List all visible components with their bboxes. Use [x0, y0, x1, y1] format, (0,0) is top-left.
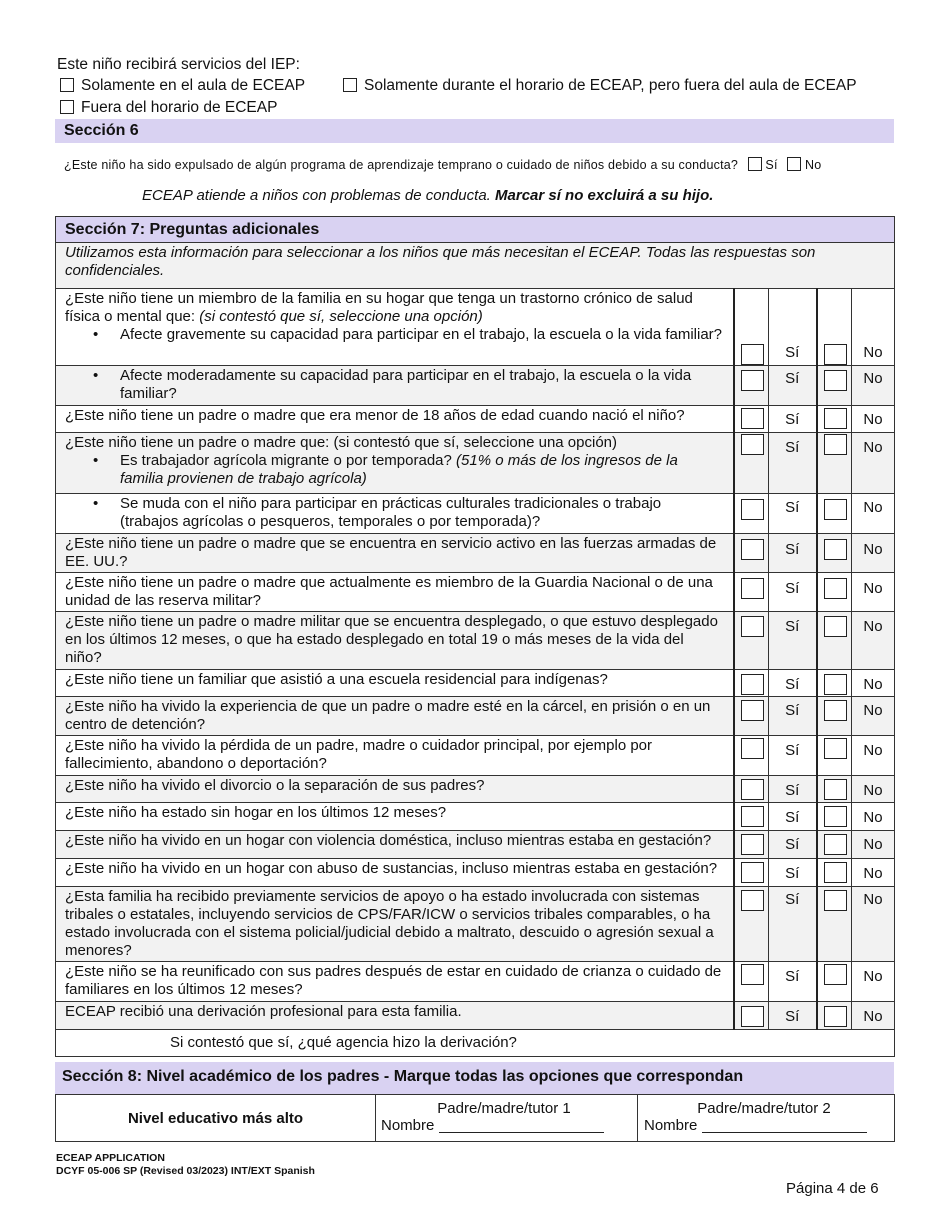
- iep-option-outside-hours[interactable]: [60, 99, 277, 117]
- yes-checkbox[interactable]: [741, 578, 764, 599]
- yes-checkbox[interactable]: [741, 806, 764, 827]
- yes-checkbox[interactable]: [741, 344, 764, 365]
- option-migrant-worker: • Es trabajador agrícola migrante o por temporada? (51% o más de los ingresos de la familia provienen de trabajo agrícola): [65, 452, 724, 488]
- question-foster-reunification: ¿Este niño se ha reunificado con sus padres después de estar en cuidado de crianza o cuidado de familiares en los últimos 12 meses?: [56, 962, 734, 1002]
- iep-option-outside-classroom[interactable]: [343, 77, 857, 95]
- option-label: Solamente en el aula de ECEAP: [81, 77, 306, 94]
- education-level-header: Nivel educativo más alto: [56, 1095, 376, 1142]
- question-deployed-parent: ¿Este niño tiene un padre o madre militar que se encuentra desplegado, o que estuvo desplegado en los últimos 12 meses, o que ha estado desplegado en total 19 o más meses de la vida del niño?: [56, 612, 734, 670]
- section-6-note: ECEAP atiende a niños con problemas de conducta. Marcar sí no excluirá a su hijo.: [142, 187, 714, 204]
- yes-checkbox[interactable]: [741, 674, 764, 695]
- no-checkbox[interactable]: [824, 890, 847, 911]
- option-severe: • Afecte gravemente su capacidad para participar en el trabajo, la escuela o la vida familiar?: [65, 326, 724, 344]
- no-checkbox[interactable]: [824, 344, 847, 365]
- section-7-header: Sección 7: Preguntas adicionales: [56, 217, 895, 243]
- no-checkbox[interactable]: [824, 1006, 847, 1027]
- yes-checkbox[interactable]: [741, 370, 764, 391]
- parent-1-column: Padre/madre/tutor 1 Nombre: [376, 1095, 638, 1142]
- no-checkbox[interactable]: [824, 499, 847, 520]
- section-6-header: Sección 6: [55, 119, 894, 143]
- section-6-question: ¿Este niño ha sido expulsado de algún programa de aprendizaje temprano o cuidado de niños debido a su conducta? Sí No: [64, 158, 822, 172]
- question-domestic-violence: ¿Este niño ha vivido en un hogar con violencia doméstica, incluso mientras estaba en gestación?: [56, 831, 734, 859]
- no-checkbox[interactable]: [824, 408, 847, 429]
- option-moderate: • Afecte moderadamente su capacidad para participar en el trabajo, la escuela o la vida familiar?: [65, 367, 724, 403]
- yes-checkbox[interactable]: [741, 539, 764, 560]
- question-loss-caregiver: ¿Este niño ha vivido la pérdida de un padre, madre o cuidador principal, por ejemplo por fallecimiento, abandono o deportación?: [56, 736, 734, 776]
- question-prior-services: ¿Esta familia ha recibido previamente servicios de apoyo o ha estado involucrada con sistemas tribales o estatales, incluyendo servicios de CPS/FAR/ICW o servicios tribales comparables, o ha estado involucrada con el sistema policial/judicial debido a maltrato, descuido o agresión sexual a menores?: [56, 887, 734, 962]
- yes-checkbox[interactable]: [741, 1006, 764, 1027]
- parent-2-name-input[interactable]: [702, 1119, 867, 1133]
- no-checkbox[interactable]: [824, 674, 847, 695]
- no-checkbox[interactable]: [824, 616, 847, 637]
- no-checkbox[interactable]: [824, 578, 847, 599]
- yes-checkbox[interactable]: [741, 434, 764, 455]
- no-checkbox[interactable]: [824, 779, 847, 800]
- question-homeless: ¿Este niño ha estado sin hogar en los últimos 12 meses?: [56, 803, 734, 831]
- parent-1-name-input[interactable]: [439, 1119, 604, 1133]
- referral-agency-field[interactable]: Si contestó que sí, ¿qué agencia hizo la derivación?: [56, 1030, 895, 1057]
- yes-checkbox[interactable]: [741, 779, 764, 800]
- section-7-table: Sección 7: Preguntas adicionales Utilizamos esta información para seleccionar a los niños que más necesitan el ECEAP. Todas las respuestas son confidenciales. ¿Este niño tiene un miembro de la familia en su hogar que tenga un trastorno crónico de salud física o mental que: (si contestó que sí, seleccione una opción) • Afecte gravemente su capacidad para participar en el trabajo, la escuela o la vida familiar? Sí No • Afecte moderadamente su capacidad para participar en el trabajo, la escuela o la vida familiar? Sí No ¿Este niño tiene un padre o madre que era menor de 18 años de edad cuando nació el niño? Sí No ¿Este niño tiene un padre o madre que: (si contestó que sí, seleccione una opción) • Es trabajador agrícola migrante o por temporada? (51% o más de los ingresos de la familia provienen de trabajo agrícola) Sí No • Se muda con el niño para participar en prácticas culturales tradicionales o trabajo (trabajos agrícolas o pesqueros, temporales o por temporada)? Sí No ¿Este niño tiene un padre o madre que se encuentra en servicio activo en las fuerzas armadas de EE. UU.? Sí No ¿Este niño tiene un padre o madre que actualmente es miembro de la Guardia Nacional o de una unidad de las reserva militar? Sí No ¿Este niño tiene un padre o madre militar que se encuentra desplegado, o que estuvo desplegado en los últimos 12 meses, o que ha estado desplegado en total 19 o más meses de la vida del niño? Sí No ¿Este niño tiene un familiar que asistió a una escuela residencial para indígenas? Sí No ¿Este niño ha vivido la experiencia de que un padre o madre esté en la cárcel, en prisión o en un centro de detención? Sí No ¿Este niño ha vivido la pérdida de un padre, madre o cuidador principal, por ejemplo por fallecimiento, abandono o deportación? Sí No ¿Este niño ha vivido el divorcio o la separación de sus padres? Sí No ¿Este niño ha estado sin hogar en los últimos 12 meses? Sí No ¿Este niño ha vivido en un hogar con violencia doméstica, incluso mientras estaba en gestación? Sí No ¿Este niño ha vivido en un hogar con abuso de sustancias, incluso mientras estaba en gestación? Sí No ¿Esta familia ha recibido previamente servicios de apoyo o ha estado involucrada con sistemas tribales o estatales, incluyendo servicios de CPS/FAR/ICW o servicios tribales comparables, o ha estado involucrada con el sistema policial/judicial debido a maltrato, descuido o agresión sexual a menores? Sí No ¿Este niño se ha reunificado con sus padres después de estar en cuidado de crianza o cuidado de familiares en los últimos 12 meses? Sí No ECEAP recibió una derivación profesional para esta familia. Sí No Si contestó que sí, ¿qué agencia hizo la derivación?: [55, 216, 895, 1057]
- yes-checkbox[interactable]: [741, 862, 764, 883]
- question-active-military: ¿Este niño tiene un padre o madre que se encuentra en servicio activo en las fuerzas armadas de EE. UU.?: [56, 534, 734, 573]
- option-label: Solamente durante el horario de ECEAP, pero fuera del aula de ECEAP: [364, 77, 857, 94]
- question-national-guard: ¿Este niño tiene un padre o madre que actualmente es miembro de la Guardia Nacional o de una unidad de las reserva militar?: [56, 573, 734, 612]
- question-divorce: ¿Este niño ha vivido el divorcio o la separación de sus padres?: [56, 776, 734, 803]
- checkbox[interactable]: [343, 78, 357, 92]
- question-boarding-school: ¿Este niño tiene un familiar que asistió a una escuela residencial para indígenas?: [56, 670, 734, 697]
- no-checkbox[interactable]: [824, 834, 847, 855]
- question-migrant-parent: ¿Este niño tiene un padre o madre que: (si contestó que sí, seleccione una opción) • Es trabajador agrícola migrante o por temporada? (51% o más de los ingresos de la familia provienen de trabajo agrícola): [56, 433, 734, 494]
- no-checkbox[interactable]: [824, 539, 847, 560]
- yes-checkbox[interactable]: [741, 834, 764, 855]
- yes-checkbox[interactable]: [741, 616, 764, 637]
- no-checkbox[interactable]: [824, 862, 847, 883]
- option-cultural-migration: • Se muda con el niño para participar en prácticas culturales tradicionales o trabajo (trabajos agrícolas o pesqueros, temporales o por temporada)?: [65, 495, 724, 531]
- yes-checkbox[interactable]: [741, 964, 764, 985]
- question-substance-abuse: ¿Este niño ha vivido en un hogar con abuso de sustancias, incluso mientras estaba en gestación?: [56, 859, 734, 887]
- yes-checkbox[interactable]: [741, 890, 764, 911]
- question-chronic-health: ¿Este niño tiene un miembro de la familia en su hogar que tenga un trastorno crónico de salud física o mental que: (si contestó que sí, seleccione una opción) • Afecte gravemente su capacidad para participar en el trabajo, la escuela o la vida familiar?: [56, 289, 734, 366]
- section-8-header: Sección 8: Nivel académico de los padres - Marque todas las opciones que correspondan: [55, 1062, 894, 1094]
- page-number: Página 4 de 6: [786, 1180, 879, 1197]
- no-checkbox[interactable]: [824, 806, 847, 827]
- checkbox[interactable]: [60, 78, 74, 92]
- expelled-no-checkbox[interactable]: [787, 157, 801, 171]
- question-incarcerated-parent: ¿Este niño ha vivido la experiencia de que un padre o madre esté en la cárcel, en prisión o en un centro de detención?: [56, 697, 734, 736]
- question-referral: ECEAP recibió una derivación profesional para esta familia.: [56, 1002, 734, 1030]
- section-7-intro: Utilizamos esta información para seleccionar a los niños que más necesitan el ECEAP. Todas las respuestas son confidenciales.: [56, 243, 895, 289]
- section-8-table: [55, 1094, 895, 1142]
- no-checkbox[interactable]: [824, 738, 847, 759]
- expelled-yes-checkbox[interactable]: [748, 157, 762, 171]
- no-checkbox[interactable]: [824, 370, 847, 391]
- yes-checkbox[interactable]: [741, 499, 764, 520]
- option-label: Fuera del horario de ECEAP: [81, 99, 278, 116]
- checkbox[interactable]: [60, 100, 74, 114]
- yes-checkbox[interactable]: [741, 700, 764, 721]
- form-footer: ECEAP APPLICATION DCYF 05-006 SP (Revised 03/2023) INT/EXT Spanish: [56, 1152, 315, 1177]
- yes-checkbox[interactable]: [741, 738, 764, 759]
- question-young-parent: ¿Este niño tiene un padre o madre que era menor de 18 años de edad cuando nació el niño?: [56, 406, 734, 433]
- no-checkbox[interactable]: [824, 964, 847, 985]
- iep-intro: Este niño recibirá servicios del IEP:: [57, 56, 300, 73]
- no-checkbox[interactable]: [824, 434, 847, 455]
- no-checkbox[interactable]: [824, 700, 847, 721]
- parent-2-column: Padre/madre/tutor 2 Nombre: [638, 1095, 895, 1142]
- yes-checkbox[interactable]: [741, 408, 764, 429]
- iep-option-classroom[interactable]: [60, 77, 305, 95]
